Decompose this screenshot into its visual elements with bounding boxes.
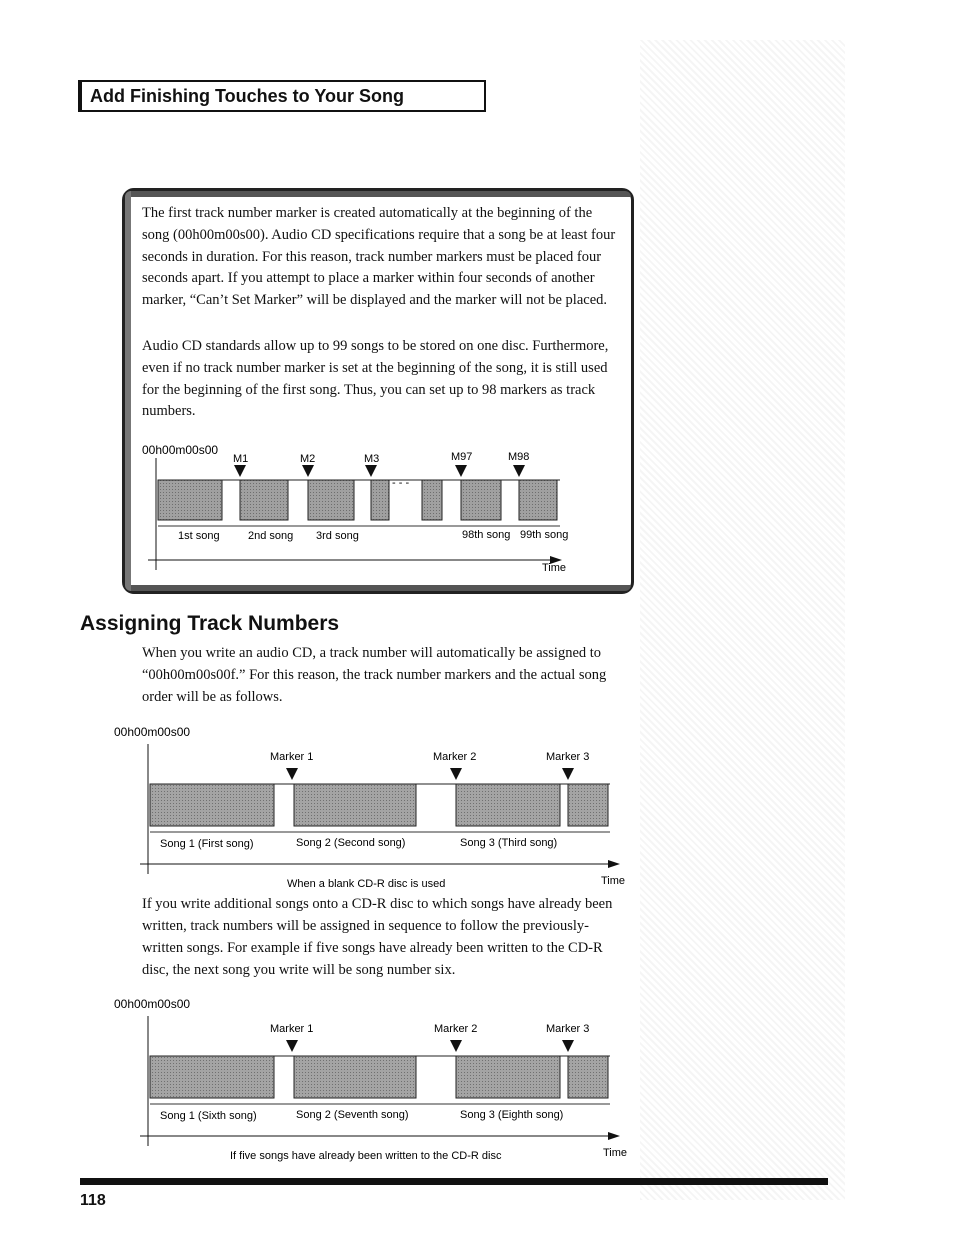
time-axis-arrow — [608, 1132, 620, 1140]
adjacent-page-bleed — [640, 40, 845, 1200]
marker-arrow-m98 — [513, 465, 525, 477]
section-paragraph-1: When you write an audio CD, a track number will automatically be assigned to “00h00m00s00f.” For this reason, the track number markers and the actual song order will be as follows. — [142, 645, 607, 705]
time-axis-label: Time — [601, 875, 626, 887]
marker-arrow-3 — [562, 1040, 574, 1052]
note-box-bottom-bar — [125, 585, 631, 591]
track-marker-diagram-blank-disc — [110, 722, 640, 892]
song-block-1 — [150, 784, 274, 826]
section-header: Add Finishing Touches to Your Song — [78, 80, 486, 112]
song-label-99: 99th song — [520, 529, 569, 541]
marker-label-m1: M1 — [233, 453, 249, 465]
song-block-4 — [568, 1056, 608, 1098]
time-axis-label: Time — [542, 562, 567, 574]
marker-arrow-m3 — [365, 465, 377, 477]
song-label-3: Song 3 (Third song) — [460, 837, 558, 849]
song-label-1: 1st song — [178, 530, 220, 542]
diagram-start-label: 00h00m00s00 — [114, 725, 191, 739]
marker-label-3: Marker 3 — [546, 751, 590, 763]
page-number: 118 — [80, 1192, 106, 1209]
marker-label-2: Marker 2 — [433, 751, 477, 763]
footer-rule — [80, 1178, 828, 1185]
marker-arrow-m2 — [302, 465, 314, 477]
song-label-1: Song 1 (First song) — [160, 838, 254, 850]
marker-label-m97: M97 — [451, 451, 473, 463]
song-block-4 — [568, 784, 608, 826]
marker-label-2: Marker 2 — [434, 1023, 478, 1035]
song-label-2: Song 2 (Second song) — [296, 837, 406, 849]
marker-label-1: Marker 1 — [270, 1023, 314, 1035]
marker-arrow-2 — [450, 1040, 462, 1052]
diagram-start-label: 00h00m00s00 — [114, 997, 191, 1011]
song-label-2: Song 2 (Seventh song) — [296, 1109, 409, 1121]
marker-arrow-m1 — [234, 465, 246, 477]
diagram-caption: When a blank CD-R disc is used — [287, 878, 446, 890]
song-label-2: 2nd song — [248, 530, 294, 542]
marker-label-m2: M2 — [300, 453, 316, 465]
song-block-3 — [456, 784, 560, 826]
marker-arrow-m97 — [455, 465, 467, 477]
marker-arrow-3 — [562, 768, 574, 780]
note-paragraph-2: Audio CD standards allow up to 99 songs to be stored on one disc. Furthermore, even if no track number marker is set at the beginning of the song, it is still used for the beginning of the first song. Thus, you can set up to 98 markers as track numbers. — [142, 338, 609, 420]
time-axis-label: Time — [603, 1147, 628, 1159]
song-block-3 — [456, 1056, 560, 1098]
song-block-1 — [158, 480, 222, 520]
diagram-start-label: 00h00m00s00 — [142, 443, 219, 457]
song-block-4 — [371, 480, 389, 520]
song-block-2 — [294, 1056, 416, 1098]
song-label-98: 98th song — [462, 529, 511, 541]
diagram-ellipsis: - - - — [392, 477, 410, 489]
song-label-3: Song 3 (Eighth song) — [460, 1109, 564, 1121]
song-block-99 — [519, 480, 557, 520]
marker-label-m3: M3 — [364, 453, 380, 465]
marker-label-3: Marker 3 — [546, 1023, 590, 1035]
marker-arrow-1 — [286, 768, 298, 780]
song-label-1: Song 1 (Sixth song) — [160, 1110, 257, 1122]
marker-label-m98: M98 — [508, 451, 530, 463]
marker-arrow-2 — [450, 768, 462, 780]
track-marker-diagram-used-disc — [110, 994, 640, 1164]
song-block-3 — [308, 480, 354, 520]
song-block-2 — [240, 480, 288, 520]
marker-label-1: Marker 1 — [270, 751, 314, 763]
song-block-2 — [294, 784, 416, 826]
note-paragraph-1: The first track number marker is created automatically at the beginning of the song (00h00m00s00). Audio CD specifications require that a song be at least four seconds in duration. For this reason, track number markers must be placed four seconds apart. If you attempt to place a marker within four seconds of another marker, “Can’t Set Marker” will be displayed and the marker will not be placed. — [142, 205, 616, 309]
diagram-caption: If five songs have already been written to the CD-R disc — [230, 1150, 502, 1162]
song-block-98 — [461, 480, 501, 520]
marker-limit-diagram — [130, 438, 620, 578]
section-paragraph-2: If you write additional songs onto a CD-R disc to which songs have already been written, track numbers will be assigned in sequence to follow the previously-written songs. For example if five songs have already been written to the CD-R disc, the next song you write will be song number six. — [142, 896, 613, 978]
marker-arrow-1 — [286, 1040, 298, 1052]
song-block-1 — [150, 1056, 274, 1098]
song-label-3: 3rd song — [316, 530, 359, 542]
note-box-top-bar — [125, 191, 631, 197]
section-title: Assigning Track Numbers — [80, 612, 340, 635]
time-axis-arrow — [608, 860, 620, 868]
song-block-97 — [422, 480, 442, 520]
